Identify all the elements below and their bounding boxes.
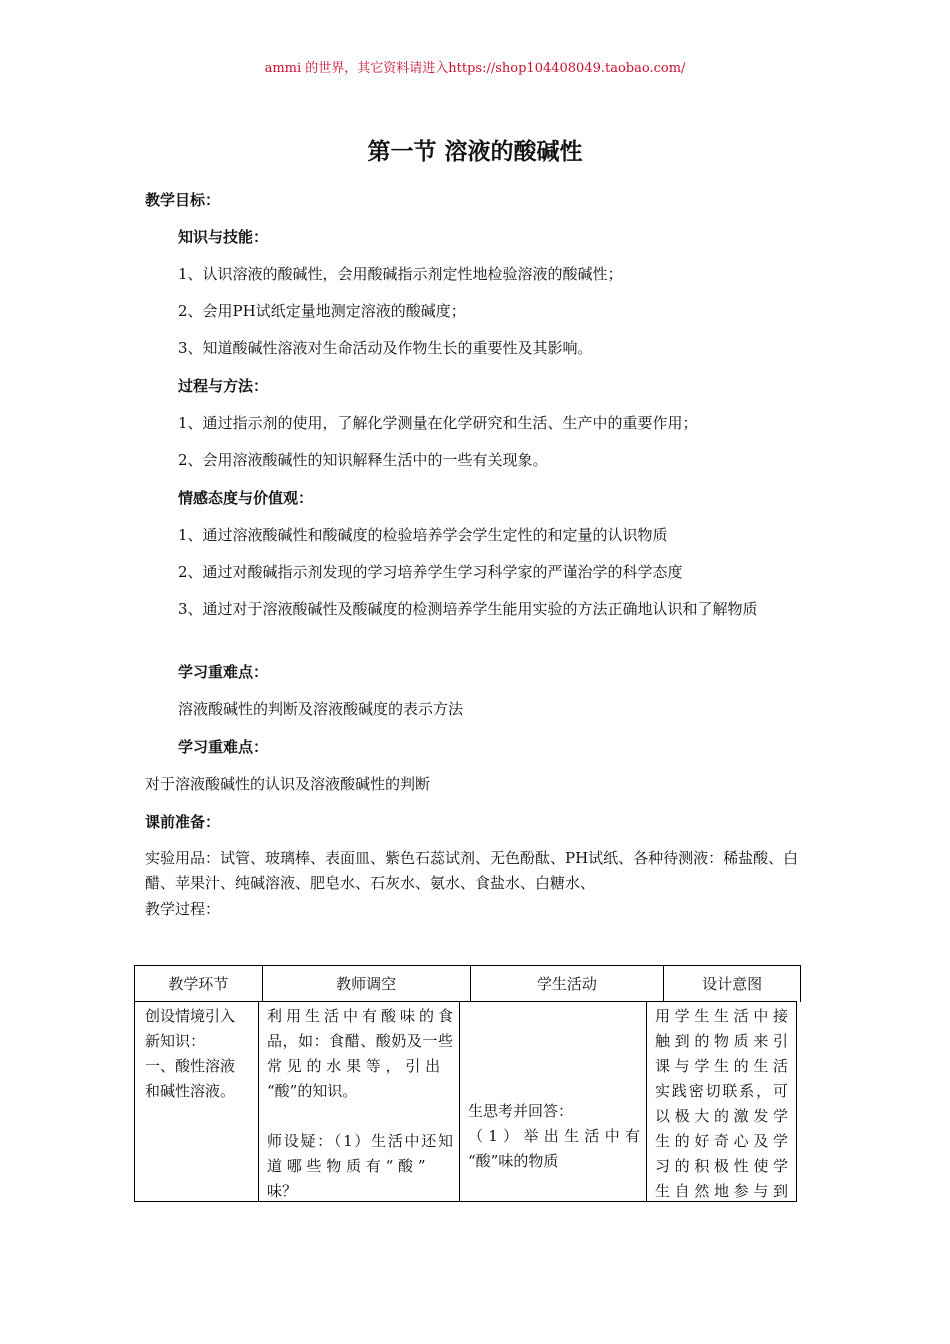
key-points-text: 溶液酸碱性的判断及溶液酸碱度的表示方法 [178,700,464,718]
teacher-line: 味？ [267,1182,298,1200]
student-line: （1）举出生活中有 [468,1127,640,1145]
intent-cell [647,1002,794,1201]
process-label: 教学过程： [145,900,221,918]
emotion-item: 2、通过对酸碱指示剂发现的学习培养学生学习科学家的严谨治学的科学态度 [178,563,683,581]
knowledge-item: 2、会用PH试纸定量地测定溶液的酸碱度； [178,302,466,320]
student-cell [460,1002,647,1201]
stage-line: 创设情境引入 [145,1007,236,1025]
difficult-points-heading: 学习重难点： [178,738,269,756]
process-item: 1、通过指示剂的使用，了解化学测量在化学研究和生活、生产中的重要作用； [178,414,698,432]
teacher-line: 师设疑：（1）生活中还知 [267,1132,453,1150]
key-points-heading: 学习重难点： [178,663,269,681]
objectives-heading: 教学目标： [145,191,221,209]
table-header [134,965,801,1002]
emotion-heading: 情感态度与价值观： [178,489,314,507]
intent-line: 以极大的激发学 [655,1107,788,1125]
intent-line: 课与学生的生活 [655,1057,788,1075]
stage-line: 新知识： [145,1032,206,1050]
intent-line: 实践密切联系，可 [655,1082,788,1100]
process-item: 2、会用溶液酸碱性的知识解释生活中的一些有关现象。 [178,451,548,469]
intent-line: 习的积极性使学 [655,1157,788,1175]
teacher-cell [259,1002,460,1201]
emotion-item: 1、通过溶液酸碱性和酸碱度的检验培养学会学生定性的和定量的认识物质 [178,526,668,544]
page-title: 第一节 溶液的酸碱性 [367,139,583,165]
table-header-cell: 教师调空 [263,966,471,1002]
knowledge-item: 1、认识溶液的酸碱性，会用酸碱指示剂定性地检验溶液的酸碱性； [178,265,623,283]
teacher-line: 利用生活中有酸味的食 [267,1007,453,1025]
table-header-cell: 教学环节 [135,966,263,1002]
preparation-heading: 课前准备： [145,813,221,831]
emotion-item: 3、通过对于溶液酸碱性及酸碱度的检测培养学生能用实验的方法正确地认识和了解物质 [178,600,758,618]
knowledge-item: 3、知道酸碱性溶液对生命活动及作物生长的重要性及其影响。 [178,339,593,357]
stage-line: 和碱性溶液。 [145,1082,236,1100]
teacher-line: 常 见 的 水 果 等 ， 引 出 [267,1057,441,1075]
student-line: “酸”味的物质 [468,1152,559,1170]
student-line: 生思考并回答： [468,1102,574,1120]
difficult-points-text: 对于溶液酸碱性的认识及溶液酸碱性的判断 [145,775,431,793]
stage-line: 一、酸性溶液 [145,1057,236,1075]
teacher-line: “酸”的知识。 [267,1082,358,1100]
knowledge-heading: 知识与技能： [178,228,269,246]
process-heading: 过程与方法： [178,377,269,395]
intent-line: 生的好奇心及学 [655,1132,788,1150]
intent-line: 生自然地参与到 [655,1182,788,1200]
materials-text: 实验用品：试管、玻璃棒、表面皿、紫色石蕊试剂、无色酚酞、PH试纸、各种待测液：稀盐酸、白醋、苹果汁、纯碱溶液、肥皂水、石灰水、氨水、食盐水、白糖水、 [145,849,799,892]
header-link[interactable]: ammi 的世界，其它资料请进入https://shop104408049.taobao.com/ [264,61,686,76]
teacher-line: 品，如：食醋、酸奶及一些 [267,1032,453,1050]
table-row [134,1001,797,1202]
intent-line: 触到的物质来引 [655,1032,788,1050]
stage-cell [135,1002,259,1201]
intent-line: 用学生生活中接 [655,1007,788,1025]
table-header-cell: 学生活动 [471,966,665,1002]
teacher-line: 道 哪 些 物 质 有 “ 酸 ” [267,1157,426,1175]
table-header-cell: 设计意图 [664,966,801,1002]
